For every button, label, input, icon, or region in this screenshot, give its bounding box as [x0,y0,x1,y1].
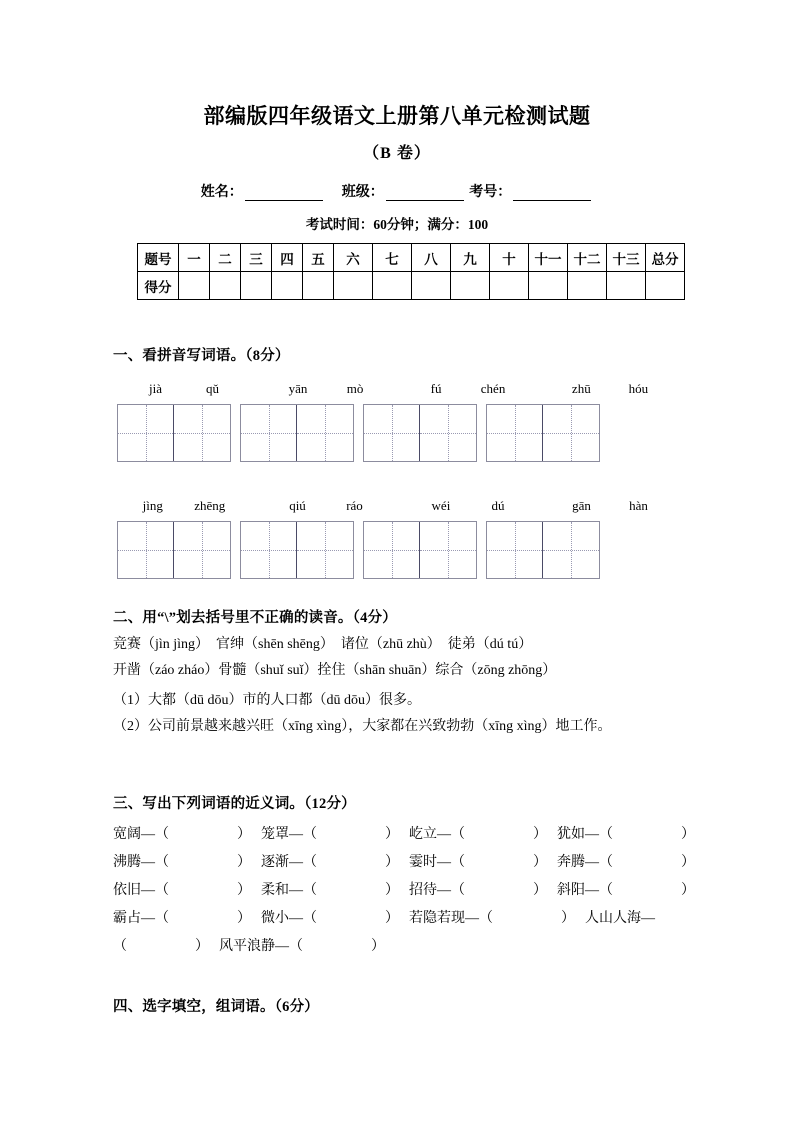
synonym-item[interactable]: 笼罩—（ ） [261,827,399,842]
writing-grid-group[interactable] [486,521,600,579]
writing-grid-cell[interactable] [420,405,476,461]
synonym-item[interactable]: 招待—（ ） [409,883,547,898]
pinyin-syllable: hóu [628,381,649,396]
synonym-item[interactable]: 奔腾—（ ） [557,855,695,870]
pinyin-syllable: fú [430,381,442,396]
pinyin-group-1-1 [113,381,255,397]
score-cell-5[interactable] [303,272,334,300]
writing-grid-cell[interactable] [487,522,543,578]
pinyin-syllable: qǔ [206,381,219,396]
score-table-wrapper [137,243,679,300]
synonym-item[interactable]: 沸腾—（ ） [113,855,251,870]
synonym-word: 笼罩 [261,827,289,842]
section-2-line-3[interactable]: （1）大都（dū dōu）市的人口都（dū dōu）很多。 [113,693,421,708]
synonym-word: 斜阳 [557,883,585,898]
section-2-line-1[interactable]: 竞赛（jìn jìng） 官绅（shēn shēng） 诸位（zhū zhù） 徒弟（dú tú） [113,637,533,652]
writing-grid-cell[interactable] [487,405,543,461]
writing-grid-group[interactable] [240,404,354,462]
writing-grid-group[interactable] [117,404,231,462]
synonym-word: 霎时 [409,855,437,870]
writing-grid-cell[interactable] [241,405,297,461]
score-table-col-total: 总分 [646,244,685,272]
pinyin-syllable: zhū [571,381,591,396]
score-table-col-8: 八 [412,244,451,272]
synonym-item[interactable]: 若隐若现—（ ） [409,911,575,926]
writing-grid-cell[interactable] [174,522,230,578]
writing-grid-cell[interactable] [241,522,297,578]
pinyin-syllable: wéi [431,498,451,513]
synonym-item[interactable]: 霎时—（ ） [409,855,547,870]
pinyin-syllable: jìng [142,498,163,513]
score-cell-6[interactable] [334,272,373,300]
writing-grid-group[interactable] [486,404,600,462]
pinyin-syllable: yān [288,381,308,396]
pinyin-group-1-2 [255,381,397,397]
pinyin-group-2-3 [397,498,539,514]
pinyin-group-1-3 [397,381,539,397]
score-table-row-label-score: 得分 [138,272,179,300]
writing-grid-group[interactable] [240,521,354,579]
score-table-col-7: 七 [373,244,412,272]
writing-grid-group[interactable] [117,521,231,579]
synonym-row-1 [113,823,695,843]
exam-no-label: 考号： [469,185,512,200]
section-4-heading: 四、选字填空，组词语。（6分） [113,999,319,1015]
score-table-col-11: 十一 [529,244,568,272]
name-input-blank[interactable] [245,186,323,201]
synonym-word: 招待 [409,883,437,898]
synonym-item-continued[interactable]: （ ） [113,939,209,954]
writing-grid-cell[interactable] [118,522,174,578]
pinyin-row-1 [113,381,683,397]
class-field[interactable] [342,181,466,201]
student-identity-line [0,181,794,201]
synonym-row-4 [113,907,691,927]
score-cell-10[interactable] [490,272,529,300]
section-2-heading: 二、用“\”划去括号里不正确的读音。（4分） [113,610,397,626]
synonym-item[interactable]: 斜阳—（ ） [557,883,695,898]
pinyin-syllable: mò [346,381,364,396]
synonym-word: 霸占 [113,911,141,926]
synonym-word: 柔和 [261,883,289,898]
exam-no-input-blank[interactable] [513,186,591,201]
writing-grid-cell[interactable] [420,522,476,578]
synonym-word: 人山人海 [585,911,641,926]
score-cell-13[interactable] [607,272,646,300]
synonym-word: 奔腾 [557,855,585,870]
score-cell-12[interactable] [568,272,607,300]
pinyin-group-2-4 [539,498,681,514]
class-input-blank[interactable] [386,186,464,201]
pinyin-syllable: dú [491,498,505,513]
score-cell-4[interactable] [272,272,303,300]
synonym-item[interactable]: 屹立—（ ） [409,827,547,842]
score-table-col-1: 一 [179,244,210,272]
exam-no-field[interactable] [469,181,593,201]
score-table [137,243,685,300]
score-cell-1[interactable] [179,272,210,300]
score-cell-11[interactable] [529,272,568,300]
synonym-item[interactable]: 霸占—（ ） [113,911,251,926]
page-subtitle: （B 卷） [363,145,431,162]
pinyin-group-1-4 [539,381,681,397]
synonym-row-3 [113,879,695,899]
synonym-row-2 [113,851,695,871]
pinyin-syllable: gān [572,498,591,513]
synonym-word: 风平浪静 [219,939,275,954]
synonym-item[interactable]: 犹如—（ ） [557,827,695,842]
writing-grid-cell[interactable] [297,405,353,461]
writing-grid-cell[interactable] [297,522,353,578]
score-table-col-6: 六 [334,244,373,272]
synonym-item[interactable]: 风平浪静—（ ） [219,939,385,954]
writing-grid-cell[interactable] [364,405,420,461]
name-label: 姓名： [200,185,243,200]
section-1-heading: 一、看拼音写词语。（8分） [113,348,290,364]
writing-grid-group[interactable] [363,521,477,579]
pinyin-syllable: ráo [346,498,363,513]
pinyin-syllable: chén [480,381,506,396]
synonym-word: 宽阔 [113,827,141,842]
exam-meta: 考试时间：60分钟；满分：100 [305,217,489,232]
score-table-col-10: 十 [490,244,529,272]
writing-grid-cell[interactable] [543,405,599,461]
score-cell-9[interactable] [451,272,490,300]
section-3-heading: 三、写出下列词语的近义词。（12分） [113,796,356,812]
table-row-question-numbers [138,244,685,272]
page-title: 部编版四年级语文上册第八单元检测试题 [203,104,591,128]
synonym-word: 逐渐 [261,855,289,870]
pinyin-syllable: jià [149,381,162,396]
section-2-line-4[interactable]: （2）公司前景越来越兴旺（xīng xìng），大家都在兴致勃勃（xīng xìng）地工作。 [113,719,612,734]
pinyin-group-2-1 [113,498,255,514]
score-cell-7[interactable] [373,272,412,300]
name-field[interactable] [201,181,325,201]
pinyin-row-2 [113,498,683,514]
synonym-item[interactable]: 依旧—（ ） [113,883,251,898]
writing-grid-cell[interactable] [174,405,230,461]
score-table-col-12: 十二 [568,244,607,272]
synonym-item[interactable]: 柔和—（ ） [261,883,399,898]
score-cell-8[interactable] [412,272,451,300]
synonym-word: 屹立 [409,827,437,842]
synonym-item[interactable]: 人山人海— [585,911,655,926]
class-label: 班级： [341,185,384,200]
table-row-scores [138,272,685,300]
section-2-line-2[interactable]: 开凿（záo zháo）骨髓（shuǐ suǐ）拴住（shān shuān）综合（zōng zhōng） [113,663,557,678]
score-table-col-4: 四 [272,244,303,272]
synonym-word: 犹如 [557,827,585,842]
score-table-row-label-question: 题号 [138,244,179,272]
score-cell-total[interactable] [646,272,685,300]
pinyin-syllable: hàn [629,498,648,513]
score-table-col-5: 五 [303,244,334,272]
synonym-item[interactable]: 逐渐—（ ） [261,855,399,870]
synonym-word: 依旧 [113,883,141,898]
score-table-col-13: 十三 [607,244,646,272]
synonym-word: 若隐若现 [409,911,465,926]
synonym-item[interactable]: 宽阔—（ ） [113,827,251,842]
writing-grid-cell[interactable] [364,522,420,578]
writing-grid-cell[interactable] [118,405,174,461]
writing-grid-cell[interactable] [543,522,599,578]
synonym-row-5 [113,935,691,955]
writing-grid-group[interactable] [363,404,477,462]
pinyin-group-2-2 [255,498,397,514]
writing-grid-row-2 [117,521,609,579]
synonym-word: 微小 [261,911,289,926]
score-table-col-3: 三 [241,244,272,272]
synonym-item[interactable]: 微小—（ ） [261,911,399,926]
score-cell-2[interactable] [210,272,241,300]
writing-grid-row-1 [117,404,609,462]
score-table-col-2: 二 [210,244,241,272]
pinyin-syllable: qiú [289,498,306,513]
score-table-col-9: 九 [451,244,490,272]
pinyin-syllable: zhēng [194,498,226,513]
score-cell-3[interactable] [241,272,272,300]
synonym-word: 沸腾 [113,855,141,870]
